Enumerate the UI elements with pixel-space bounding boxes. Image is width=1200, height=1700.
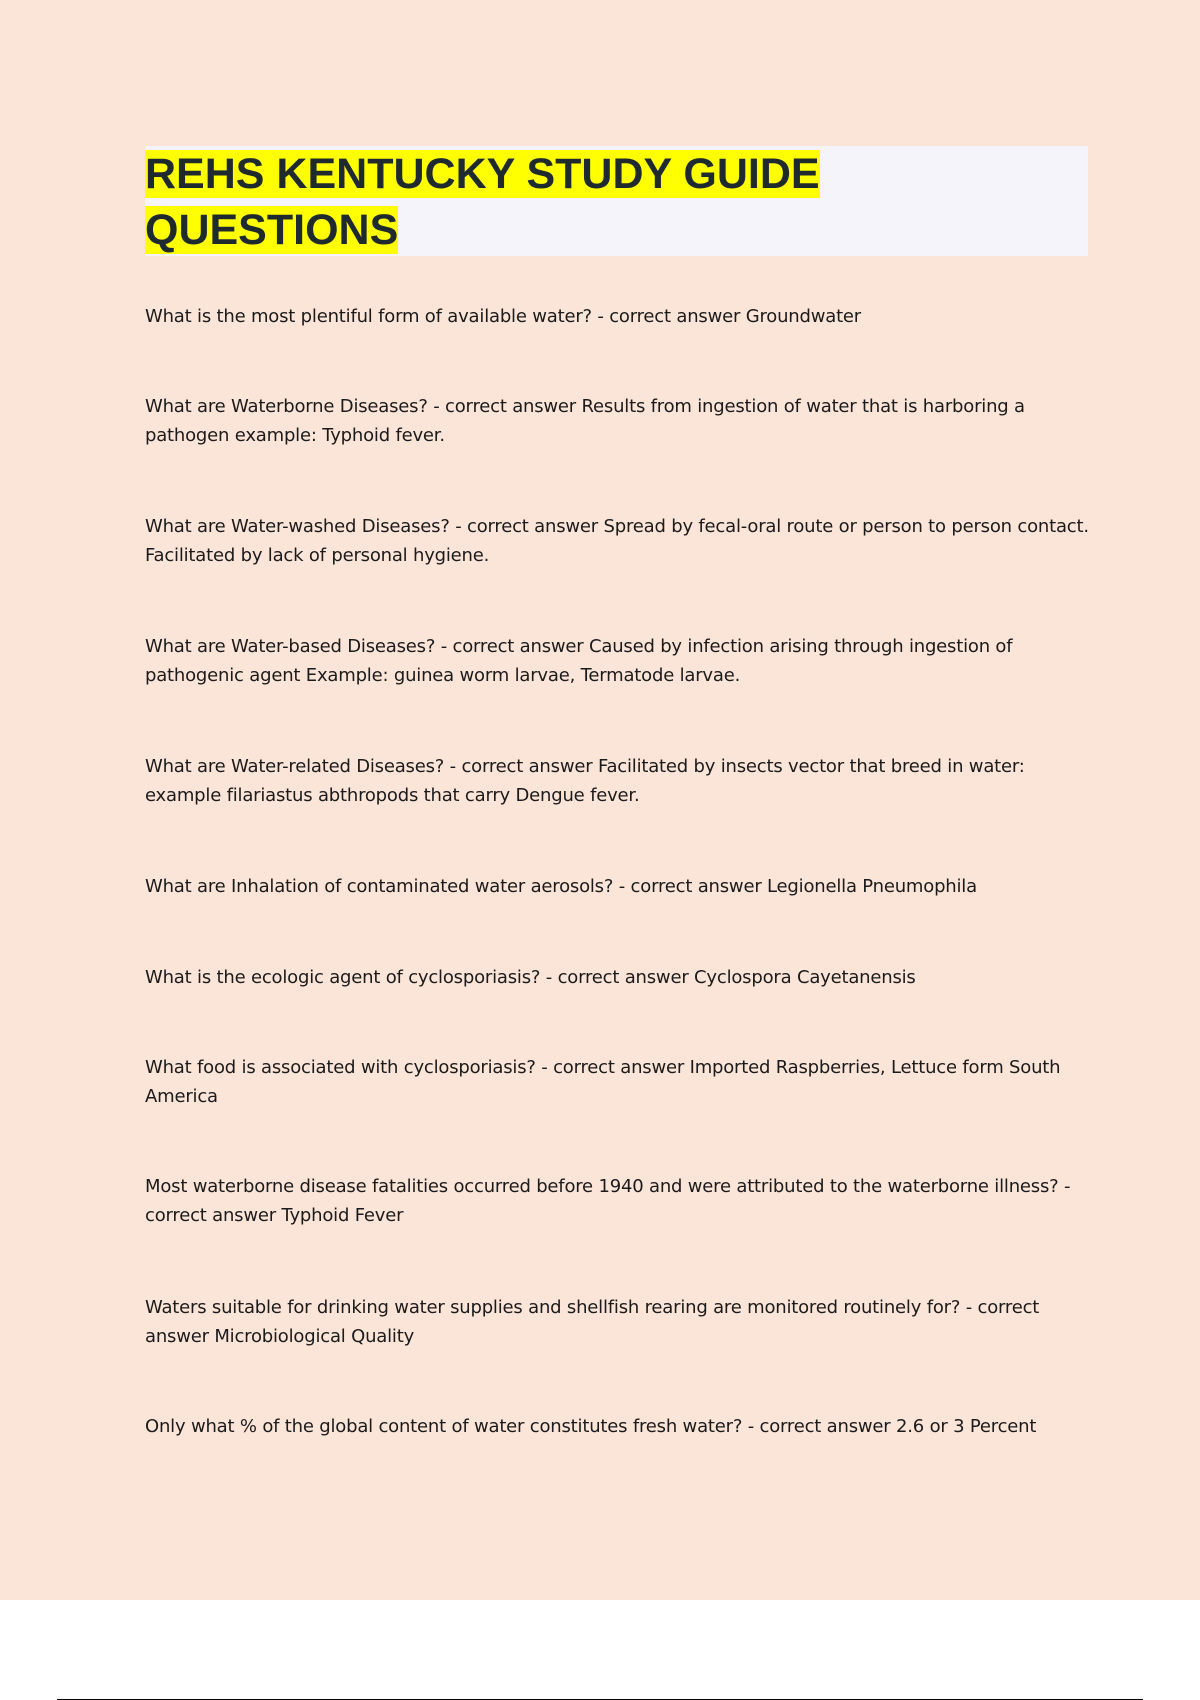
document-title: [145, 146, 1045, 258]
qa-item-11: Only what % of the global content of water constitutes fresh water? - correct answer 2.6 or 3 Percent: [145, 1416, 1037, 1437]
qa-item-2: What are Waterborne Diseases? - correct answer Results from ingestion of water that is harboring a pathogen example: Typhoid fever.: [145, 396, 1025, 446]
title-line-2: QUESTIONS: [145, 206, 399, 254]
qa-item-6: What are Inhalation of contaminated water aerosols? - correct answer Legionella Pneumophila: [145, 876, 977, 897]
qa-item-10: Waters suitable for drinking water supplies and shellfish rearing are monitored routinely for? - correct answer Microbiological Quality: [145, 1297, 1040, 1347]
qa-item-5: What are Water-related Diseases? - correct answer Facilitated by insects vector that breed in water: example filariastus abthropods that carry Dengue fever.: [145, 756, 1025, 806]
qa-item-7: What is the ecologic agent of cyclosporiasis? - correct answer Cyclospora Cayetanensis: [145, 967, 916, 988]
title-line-1: REHS KENTUCKY STUDY GUIDE: [145, 150, 820, 198]
qa-item-9: Most waterborne disease fatalities occurred before 1940 and were attributed to the waterborne illness? - correct answer Typhoid Fever: [145, 1176, 1071, 1226]
qa-item-1: What is the most plentiful form of available water? - correct answer Groundwater: [145, 306, 861, 327]
qa-item-3: What are Water-washed Diseases? - correct answer Spread by fecal-oral route or person to person contact. Facilitated by lack of personal hygiene.: [145, 516, 1089, 566]
qa-item-4: What are Water-based Diseases? - correct answer Caused by infection arising through ingestion of pathogenic agent Example: guinea worm larvae, Termatode larvae.: [145, 636, 1013, 686]
qa-item-8: What food is associated with cyclosporiasis? - correct answer Imported Raspberries, Lettuce form South America: [145, 1057, 1061, 1107]
